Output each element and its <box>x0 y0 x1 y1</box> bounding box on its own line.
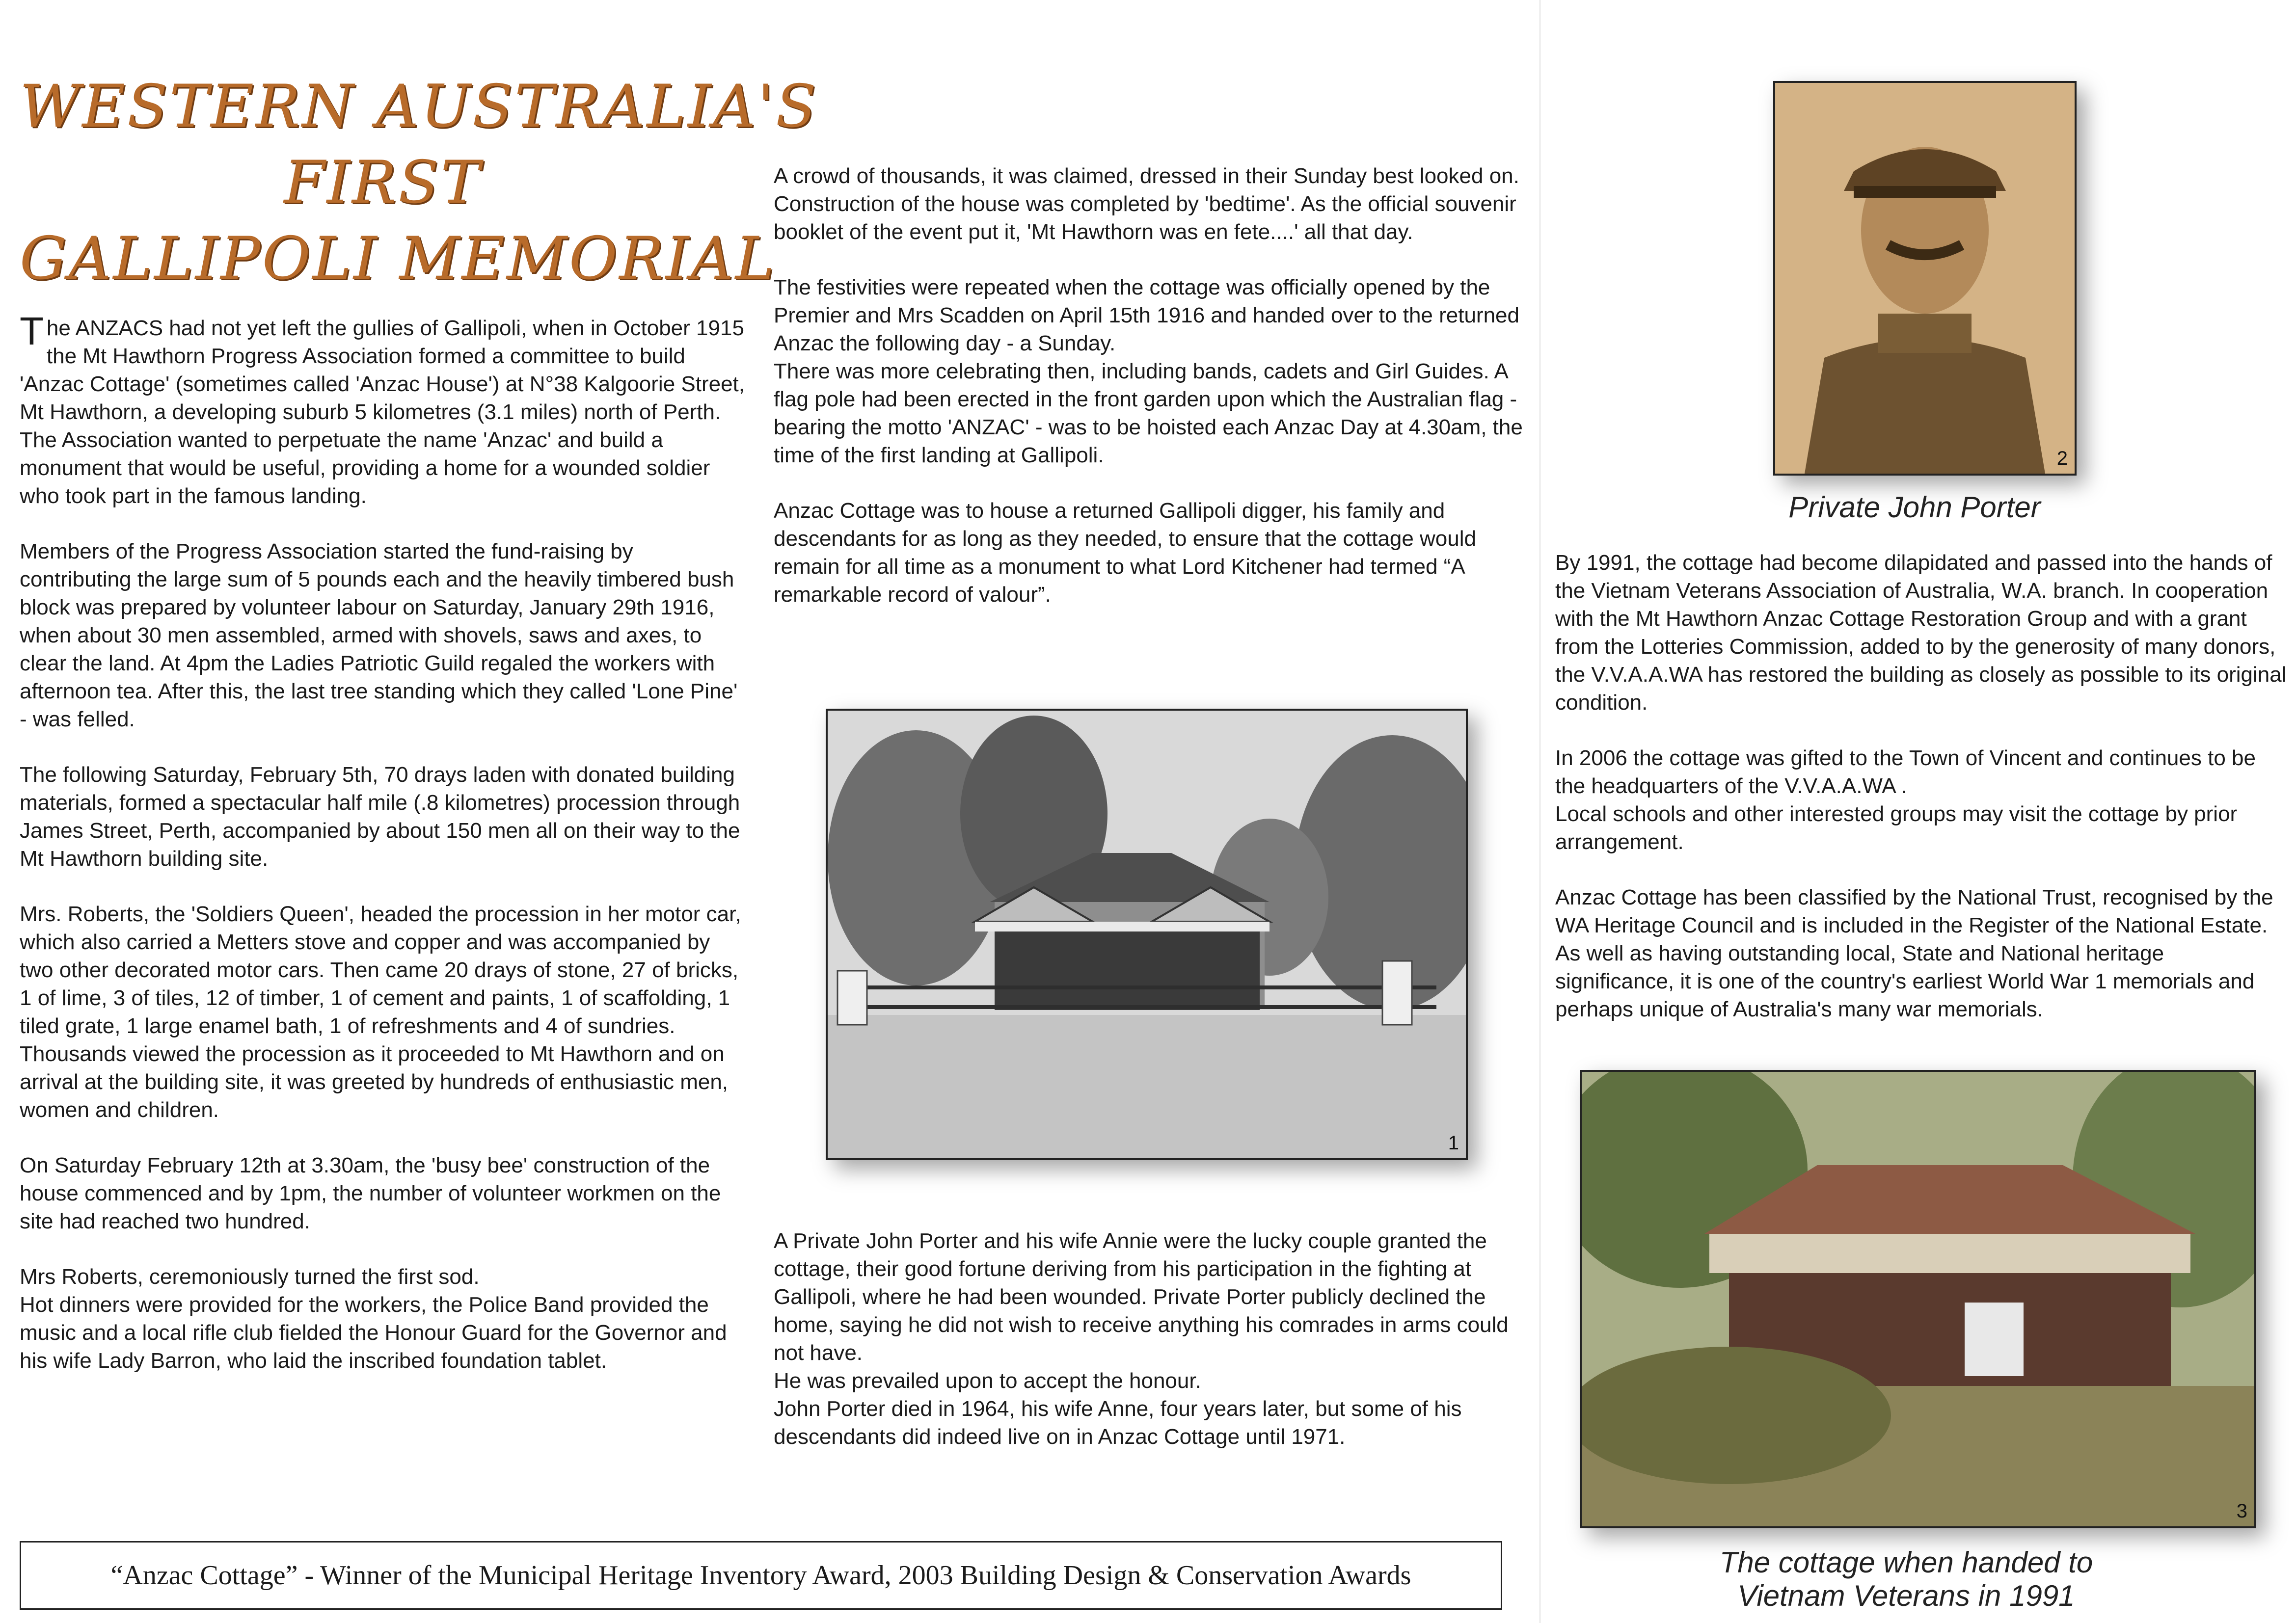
cottage-1991-photo <box>1580 1070 2256 1528</box>
paragraph: Mrs Roberts, ceremoniously turned the first sod. Hot dinners were provided for the workers, the Police Band provided the music and a local rifle club fielded the Honour Guard for the Governor and his wife Lady Barron, who laid the inscribed foundation tablet. <box>20 1265 727 1373</box>
column-divider <box>1539 0 1541 1623</box>
cottage-1916-photo <box>826 709 1468 1160</box>
paragraph: Anzac Cottage was to house a returned Gallipoli digger, his family and descendants for as long as they needed, to ensure that the cottage would remain for all time as a monument to what Lord Kitchener had termed “A remarkable record of valour”. <box>774 499 1476 607</box>
john-porter-portrait-photo <box>1773 81 2077 476</box>
page-title <box>20 69 818 297</box>
cottage-illustration <box>828 711 1466 1158</box>
drop-cap: T <box>20 309 44 353</box>
photo-number: 3 <box>2236 1500 2247 1522</box>
photo-number: 2 <box>2056 448 2068 469</box>
paragraph-text: he ANZACS had not yet left the gullies of Gallipoli, when in October 1915 the Mt Hawthorn Progress Association formed a committee to build 'Anzac Cottage' (sometimes called 'Anzac House') at N°38 Kalgoorie Street, Mt Hawthorn, a developing suburb 5 kilometres (3.1 miles) north of Perth. The Association wanted to perpetuate the name 'Anzac' and build a monument that would be useful, providing a home for a wounded soldier who took part in the famous landing. <box>20 316 745 508</box>
portrait-illustration <box>1775 83 2075 474</box>
paragraph <box>20 309 746 510</box>
paragraph: Anzac Cottage has been classified by the National Trust, recognised by the WA Heritage Council and is included in the Register of the National Estate. As well as having outstanding local, State and National heritage significance, it is one of the country's earliest World War 1 memorials and perhaps unique of Australia's many war memorials. <box>1555 885 2273 1021</box>
paragraph: A crowd of thousands, it was claimed, dressed in their Sunday best looked on. Construction of the house was completed by 'bedtime'. As the official souvenir booklet of the event put it, 'Mt Hawthorn was en fete....' all that day. <box>774 164 1519 244</box>
title-line-1: WESTERN AUSTRALIA'S <box>20 73 818 141</box>
column-right <box>1555 549 2287 1051</box>
porter-photo-caption: Private John Porter <box>1788 491 2041 524</box>
paragraph: By 1991, the cottage had become dilapidated and passed into the hands of the Vietnam Veterans Association of Australia, W.A. branch. In cooperation with the Mt Hawthorn Anzac Cottage Restoration Group and with a grant from the Lotteries Commission, added to by the generosity of many donors, the V.V.A.A.WA has restored the building as closely as possible to its original condition. <box>1555 551 2287 715</box>
paragraph: Members of the Progress Association started the fund-raising by contributing the large sum of 5 pounds each and the heavily timbered bush block was prepared by volunteer labour on Saturday, January 29th 1916, when about 30 men assembled, armed with shovels, saws and axes, to clear the land. At 4pm the Ladies Patriotic Guild regaled the workers with afternoon tea. After this, the last tree standing which they called 'Lone Pine' - was felled. <box>20 539 738 731</box>
caption-text: The cottage when handed to Vietnam Veterans in 1991 <box>1719 1546 2093 1612</box>
title-line-2: FIRST <box>284 149 482 217</box>
title-line-3: GALLIPOLI MEMORIAL <box>20 225 777 293</box>
cottage-1991-illustration <box>1582 1072 2254 1526</box>
paragraph: The festivities were repeated when the cottage was officially opened by the Premier and Mrs Scadden on April 15th 1916 and handed over to the returned Anzac the following day - a Sunday. There was more celebrating then, including bands, cadets and Girl Guides. A flag pole had been erected in the front garden upon which the Australian flag - bearing the motto 'ANZAC' - was to be hoisted each Anzac Day at 4.30am, the time of the first landing at Gallipoli. <box>774 275 1523 467</box>
paragraph: A Private John Porter and his wife Annie were the lucky couple granted the cottage, their good fortune deriving from his participation in the fighting at Gallipoli, where he had been wounded. Private Porter publicly declined the home, saying he did not wish to receive anything his comrades in arms could not have. He was prevailed upon to accept the honour. John Porter died in 1964, his wife Anne, four years later, but some of his descendants did indeed live on in Anzac Cottage until 1971. <box>774 1229 1509 1449</box>
paragraph: The following Saturday, February 5th, 70 drays laden with donated building materials, formed a spectacular half mile (.8 kilometres) procession through James Street, Perth, accompanied by about 150 men all on their way to the Mt Hawthorn building site. <box>20 763 740 871</box>
column-middle-top <box>774 162 1530 636</box>
column-left <box>20 309 746 1402</box>
paragraph: On Saturday February 12th at 3.30am, the 'busy bee' construction of the house commenced and by 1pm, the number of volunteer workmen on the site had reached two hundred. <box>20 1153 721 1233</box>
photo-number: 1 <box>1448 1132 1459 1154</box>
award-banner: “Anzac Cottage” - Winner of the Municipal Heritage Inventory Award, 2003 Building Design & Conservation Awards <box>20 1541 1502 1610</box>
column-middle-bottom <box>774 1227 1530 1478</box>
cottage-1991-caption <box>1580 1546 2233 1613</box>
paragraph: Mrs. Roberts, the 'Soldiers Queen', headed the procession in her motor car, which also carried a Metters stove and copper and was accompanied by two other decorated motor cars. Then came 20 drays of stone, 27 of bricks, 1 of lime, 3 of tiles, 12 of timber, 1 of cement and paints, 1 of scaffolding, 1 tiled grate, 1 large enamel bath, 1 of refreshments and 4 of sundries. Thousands viewed the procession as it proceeded to Mt Hawthorn and on arrival at the building site, it was greeted by hundreds of enthusiastic men, women and children. <box>20 902 741 1122</box>
paragraph: In 2006 the cottage was gifted to the Town of Vincent and continues to be the headquarters of the V.V.A.A.WA . Local schools and other interested groups may visit the cottage by prior arrangement. <box>1555 746 2256 854</box>
